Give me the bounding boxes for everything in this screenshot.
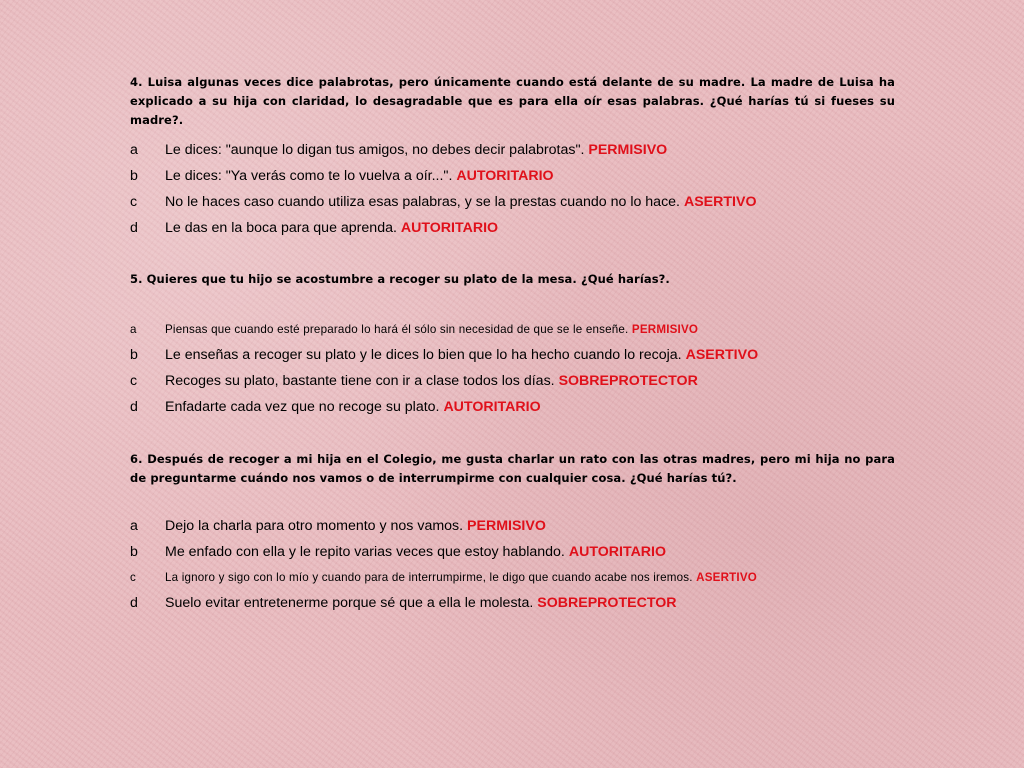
option-text-wrap bbox=[165, 543, 666, 561]
option-text: Le enseñas a recoger su plato y le dices lo bien que lo ha hecho cuando lo recoja. bbox=[165, 347, 682, 363]
option-letter: c bbox=[130, 571, 136, 584]
option-tag: PERMISIVO bbox=[467, 518, 546, 534]
option-tag: AUTORITARIO bbox=[568, 544, 667, 560]
option-letter: d bbox=[130, 399, 138, 415]
option-tag: ASERTIVO bbox=[696, 571, 757, 584]
option-text-wrap bbox=[165, 141, 667, 159]
option-tag: PERMISIVO bbox=[631, 323, 699, 336]
option-tag: AUTORITARIO bbox=[456, 168, 554, 184]
option-text: Le dices: "Ya verás como te lo vuelva a oír...". bbox=[165, 168, 453, 184]
option-letter: b bbox=[130, 168, 138, 184]
option-tag: ASERTIVO bbox=[683, 194, 757, 210]
question-5-prompt: 5. Quieres que tu hijo se acostumbre a recoger su plato de la mesa. ¿Qué harías?. bbox=[130, 272, 670, 286]
option-text-wrap bbox=[165, 398, 541, 416]
option-text-wrap bbox=[165, 372, 698, 390]
option-letter: b bbox=[130, 544, 138, 560]
option-text-wrap bbox=[165, 193, 757, 211]
option-text-wrap bbox=[165, 322, 698, 338]
option-text-wrap bbox=[165, 570, 757, 586]
option-tag: AUTORITARIO bbox=[443, 399, 541, 415]
option-letter: a bbox=[130, 323, 137, 336]
option-text: No le haces caso cuando utiliza esas palabras, y se la prestas cuando no lo hace. bbox=[165, 194, 681, 210]
question-4-prompt: 4. Luisa algunas veces dice palabrotas, pero únicamente cuando está delante de su madre. La madre de Luisa ha explicado a su hija con claridad, lo desagradable que es para ella oír esas palabras. ¿Qué harías tú si fueses su madre?. bbox=[130, 75, 895, 127]
option-tag: SOBREPROTECTOR bbox=[558, 373, 698, 389]
option-letter: d bbox=[130, 595, 138, 611]
option-tag: ASERTIVO bbox=[685, 347, 759, 363]
option-tag: SOBREPROTECTOR bbox=[537, 595, 677, 611]
option-text-wrap bbox=[165, 219, 498, 237]
question-6-prompt: 6. Después de recoger a mi hija en el Colegio, me gusta charlar un rato con las otras madres, pero mi hija no para de preguntarme cuándo nos vamos o de interrumpirme con cualquier cosa. ¿Qué harías tú?. bbox=[130, 452, 895, 485]
option-text: Le dices: "aunque lo digan tus amigos, no debes decir palabrotas". bbox=[165, 142, 585, 158]
option-tag: AUTORITARIO bbox=[400, 220, 499, 236]
option-letter: a bbox=[130, 518, 138, 534]
option-text: Me enfado con ella y le repito varias veces que estoy hablando. bbox=[165, 544, 565, 560]
option-text: La ignoro y sigo con lo mío y cuando para de interrumpirme, le digo que cuando acabe nos iremos. bbox=[165, 571, 693, 584]
option-letter: d bbox=[130, 220, 138, 236]
option-letter: a bbox=[130, 142, 138, 158]
option-text-wrap bbox=[165, 517, 546, 535]
option-text-wrap bbox=[165, 167, 554, 185]
option-text: Recoges su plato, bastante tiene con ir a clase todos los días. bbox=[165, 373, 555, 389]
option-letter: b bbox=[130, 347, 138, 363]
option-text: Le das en la boca para que aprenda. bbox=[165, 220, 397, 236]
option-text-wrap bbox=[165, 594, 677, 612]
option-tag: PERMISIVO bbox=[588, 142, 668, 158]
option-text: Dejo la charla para otro momento y nos vamos. bbox=[165, 518, 464, 534]
option-text: Suelo evitar entretenerme porque sé que a ella le molesta. bbox=[165, 595, 534, 611]
option-text-wrap bbox=[165, 346, 758, 364]
option-text: Enfadarte cada vez que no recoge su plato. bbox=[165, 399, 440, 415]
option-letter: c bbox=[130, 194, 138, 210]
option-letter: c bbox=[130, 373, 138, 389]
option-text: Piensas que cuando esté preparado lo hará él sólo sin necesidad de que se le enseñe. bbox=[165, 323, 629, 336]
